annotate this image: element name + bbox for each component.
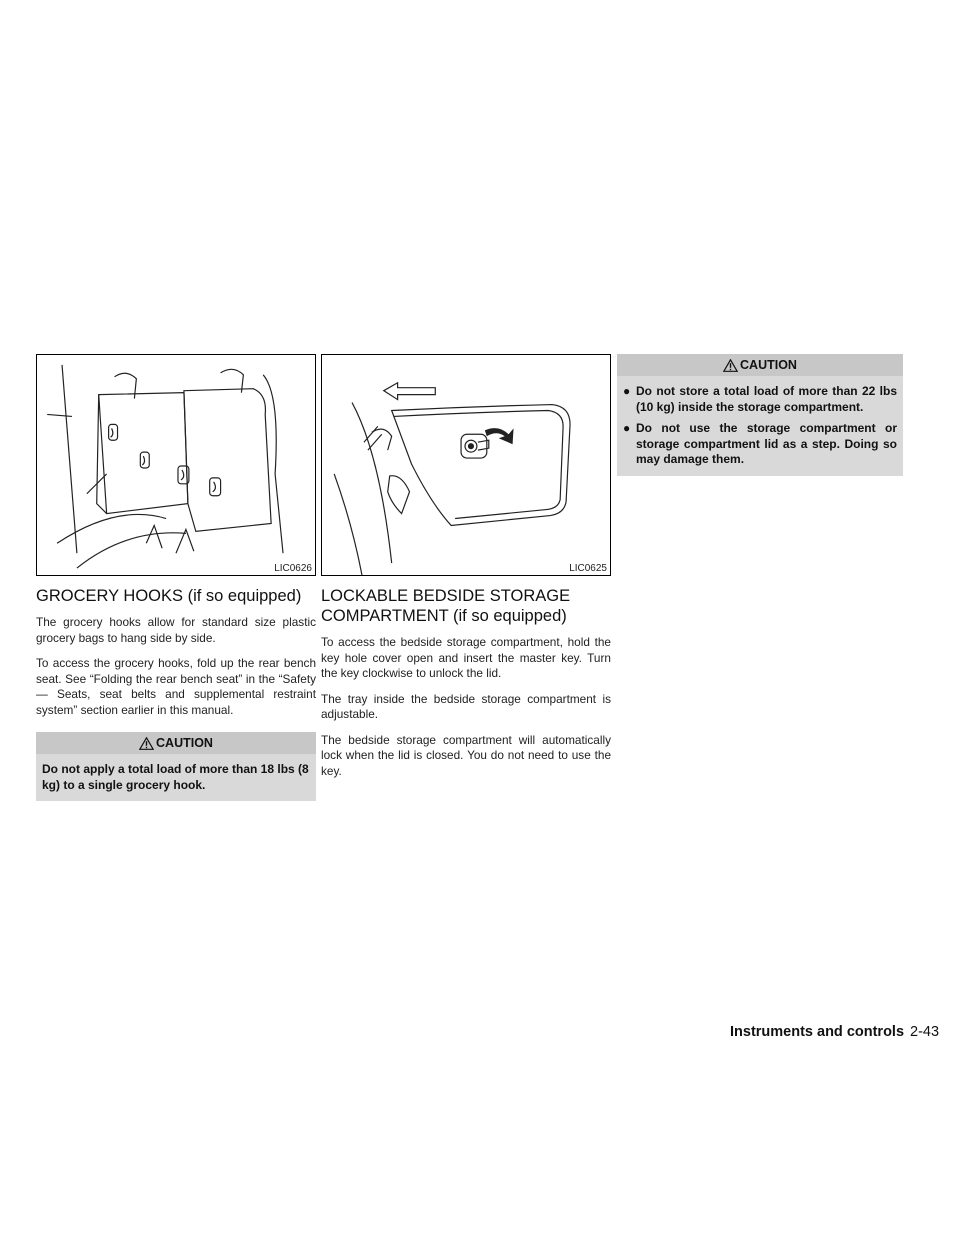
caution-box-storage: [617, 354, 903, 476]
figure-label: LIC0625: [569, 563, 607, 574]
paragraph: The tray inside the bedside storage compartment is adjustable.: [321, 691, 611, 721]
figure-label: LIC0626: [274, 563, 312, 574]
caution-title: CAUTION: [156, 736, 213, 750]
bullet-glyph: ●: [623, 384, 631, 398]
caution-box-grocery: [36, 732, 316, 801]
figure-bedside-storage: [321, 354, 611, 576]
bullet-text: Do not use the storage compartment or storage compartment lid as a step. Doing so may damage them.: [636, 421, 897, 466]
page-footer: [730, 1024, 940, 1040]
section-name: Instruments and controls: [730, 1024, 905, 1040]
paragraph: To access the bedside storage compartment, hold the key hole cover open and insert the master key. Turn the key clockwise to unlock the lid.: [321, 635, 611, 680]
caution-title: CAUTION: [740, 358, 797, 372]
warning-triangle-icon: [139, 737, 154, 750]
caution-text: Do not apply a total load of more than 18 lbs (8 kg) to a single grocery hook.: [42, 762, 309, 792]
section-heading-grocery-hooks: GROCERY HOOKS (if so equipped): [36, 587, 302, 605]
figure-grocery-hooks: [36, 354, 316, 576]
column-bedside-storage: [321, 354, 611, 789]
page-number: 2-43: [910, 1024, 940, 1040]
paragraph: The grocery hooks allow for standard size plastic grocery bags to hang side by side.: [36, 615, 316, 645]
paragraph: The bedside storage compartment will automatically lock when the lid is closed. You do not need to use the key.: [321, 732, 611, 778]
caution-header: [617, 354, 903, 376]
warning-triangle-icon: [723, 359, 738, 372]
section-heading-bedside-storage: [321, 586, 611, 626]
heading-line: COMPARTMENT (if so equipped): [321, 607, 567, 625]
bullet-glyph: ●: [623, 421, 631, 435]
caution-bullet: [623, 421, 897, 468]
column-grocery-hooks: [36, 354, 316, 801]
column-storage-caution: [617, 354, 903, 476]
bullet-text: Do not store a total load of more than 22 lbs (10 kg) inside the storage compartment.: [636, 384, 897, 414]
caution-bullet: [623, 384, 897, 415]
caution-header: [36, 732, 316, 754]
caution-list: [617, 376, 903, 476]
paragraph: To access the grocery hooks, fold up the rear bench seat. See “Folding the rear bench seat” in the “Safety — Seats, seat belts and supplemental restraint system” section earlier in this manual.: [36, 656, 316, 717]
bedside-storage-illustration: [322, 355, 610, 575]
grocery-hooks-illustration: [37, 355, 315, 575]
heading-line: LOCKABLE BEDSIDE STORAGE: [321, 587, 571, 605]
